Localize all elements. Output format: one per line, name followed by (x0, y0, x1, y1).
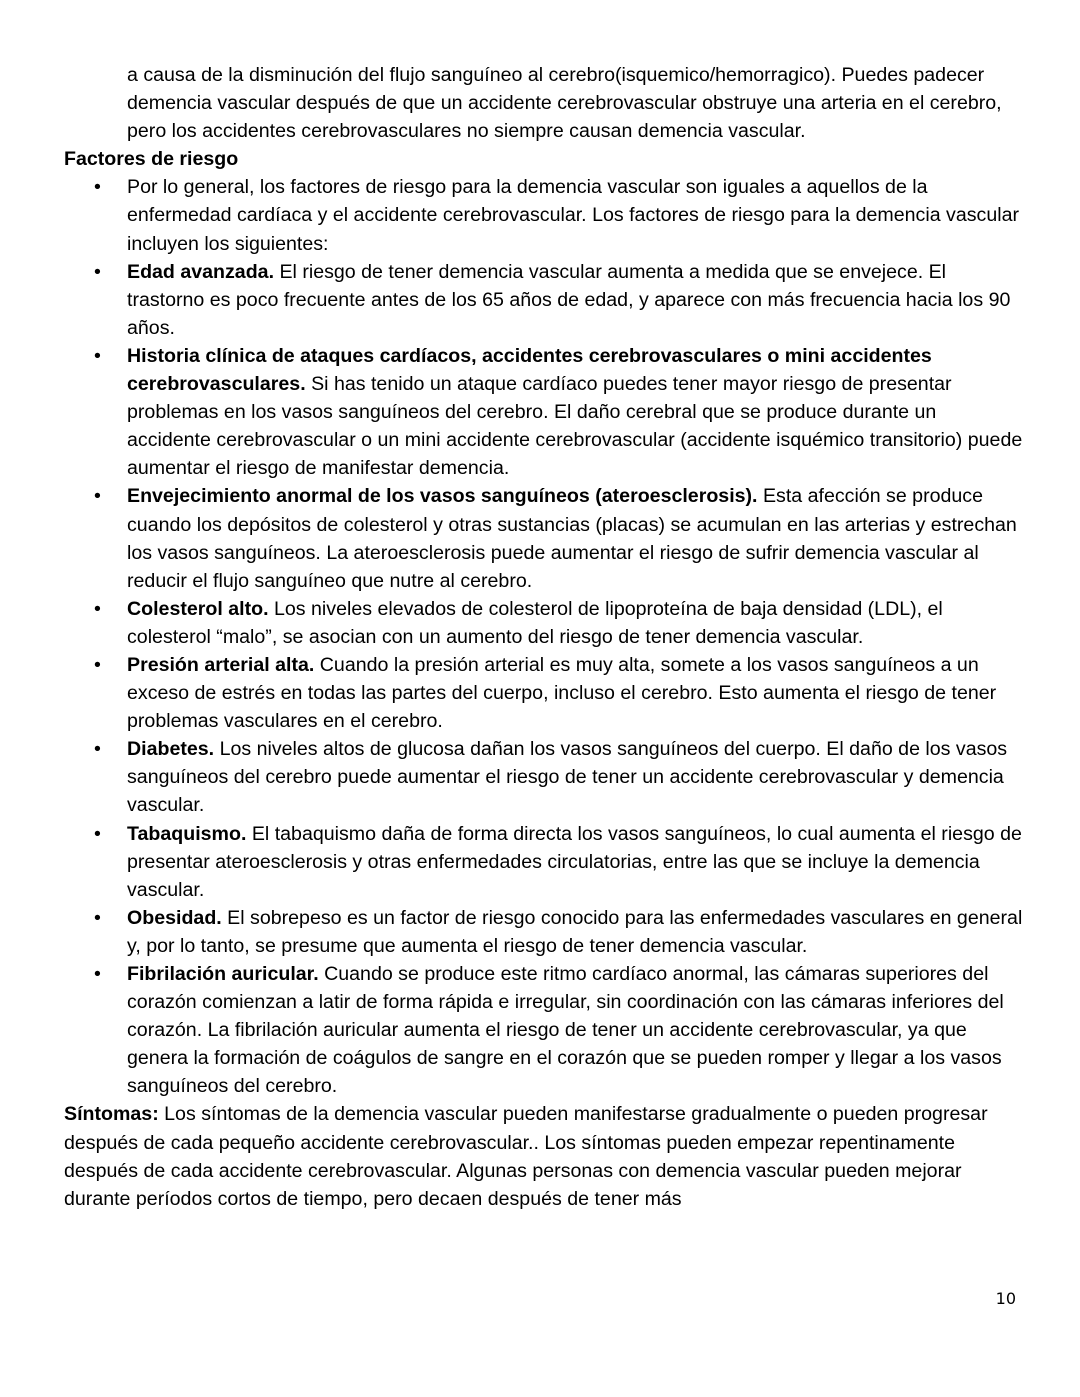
bullet-icon: • (94, 906, 101, 929)
page-number: 10 (995, 1289, 1016, 1308)
list-item (64, 258, 1024, 342)
list-item (64, 820, 1024, 904)
risk-factors-heading: Factores de riesgo (64, 148, 239, 171)
risk-factor-text: Si has tenido un ataque cardíaco puedes tener mayor riesgo de presentar problemas en los vasos sanguíneos del cerebro. El daño cerebral que se produce durante un accidente cerebrovascular o un mini accidente cerebrovascular (accidente isquémico transitorio) puede aumentar el riesgo de manifestar demencia. (127, 373, 1023, 480)
risk-factors-list (64, 173, 1024, 1100)
list-item (64, 904, 1024, 960)
bullet-icon: • (94, 344, 101, 367)
bullet-icon: • (94, 822, 101, 845)
risk-factor-text: El sobrepeso es un factor de riesgo conocido para las enfermedades vasculares en general y, por lo tanto, se presume que aumenta el riesgo de tener demencia vascular. (127, 906, 1023, 957)
risk-factor-term: Historia clínica de ataques cardíacos, accidentes cerebrovasculares o mini accidentes cerebrovasculares. (127, 344, 932, 396)
risk-factor-text: Los niveles altos de glucosa dañan los vasos sanguíneos del cuerpo. El daño de los vasos sanguíneos del cerebro puede aumentar el riesgo de tener un accidente cerebrovascular y demencia vascular. (127, 738, 1008, 817)
risk-factor-text: Cuando se produce este ritmo cardíaco anormal, las cámaras superiores del corazón comienzan a latir de forma rápida e irregular, sin coordinación con las cámaras inferiores del corazón. La fibrilación auricular aumenta el riesgo de tener un accidente cerebrovascular, ya que genera la formación de coágulos de sangre en el corazón que se pueden romper y llegar a los vasos sanguíneos del cerebro. (127, 963, 1004, 1098)
bullet-icon: • (94, 738, 101, 761)
list-item (64, 595, 1024, 651)
list-item (64, 173, 1024, 257)
page-content (64, 61, 1024, 1213)
list-item (64, 960, 1024, 1100)
bullet-icon: • (94, 176, 101, 199)
risk-factor-term: Colesterol alto. (127, 597, 269, 620)
risk-factor-text: Cuando la presión arterial es muy alta, somete a los vasos sanguíneos a un exceso de estrés en todas las partes del cuerpo, incluso el cerebro. Esto aumenta el riesgo de tener problemas vasculares en el cerebro. (127, 653, 997, 733)
list-item (64, 651, 1024, 735)
bullet-icon: • (94, 653, 101, 676)
list-item (64, 735, 1024, 819)
risk-factor-term: Obesidad. (127, 906, 222, 929)
bullet-icon: • (94, 260, 101, 283)
symptoms-label: Síntomas: (64, 1103, 159, 1126)
risk-factor-term: Presión arterial alta. (127, 653, 315, 676)
risk-factor-term: Edad avanzada. (127, 260, 275, 283)
risk-factor-text: Los niveles elevados de colesterol de lipoproteína de baja densidad (LDL), el colesterol “malo”, se asocian con un aumento del riesgo de tener demencia vascular. (127, 597, 943, 648)
risk-factor-text: El riesgo de tener demencia vascular aumenta a medida que se envejece. El trastorno es poco frecuente antes de los 65 años de edad, y aparece con más frecuencia hacia los 90 años. (127, 260, 1011, 339)
risk-factor-term: Tabaquismo. (127, 822, 247, 845)
intro-continuation: a causa de la disminución del flujo sanguíneo al cerebro(isquemico/hemorragico). Puedes padecer demencia vascular después de que un accidente cerebrovascular obstruye una arteria en el cerebro, pero los accidentes cerebrovasculares no siempre causan demencia vascular. (127, 64, 1002, 143)
symptoms-text: Los síntomas de la demencia vascular pueden manifestarse gradualmente o pueden progresar después de cada pequeño accidente cerebrovascular.. Los síntomas pueden empezar repentinamente después de cada accidente cerebrovascular. Algunas personas con demencia vascular pueden mejorar durante períodos cortos de tiempo, pero decaen después de tener más (64, 1103, 988, 1210)
bullet-icon: • (94, 597, 101, 620)
risk-factor-text: El tabaquismo daña de forma directa los vasos sanguíneos, lo cual aumenta el riesgo de presentar ateroesclerosis y otras enfermedades circulatorias, entre las que se incluye la demencia vascular. (127, 822, 1022, 901)
risk-factor-term: Envejecimiento anormal de los vasos sanguíneos (ateroesclerosis). (127, 485, 758, 508)
list-item (64, 342, 1024, 482)
risk-factor-text: Esta afección se produce cuando los depósitos de colesterol y otras sustancias (placas) se acumulan en las arterias y estrechan los vasos sanguíneos. La ateroesclerosis puede aumentar el riesgo de sufrir demencia vascular al reducir el flujo sanguíneo que nutre al cerebro. (127, 485, 1017, 592)
symptoms-paragraph (64, 1100, 1024, 1212)
risk-factor-text: Por lo general, los factores de riesgo para la demencia vascular son iguales a aquellos de la enfermedad cardíaca y el accidente cerebrovascular. Los factores de riesgo para la demencia vascular incluyen los siguientes: (127, 176, 1020, 255)
list-item (64, 482, 1024, 594)
bullet-icon: • (94, 963, 101, 985)
bullet-icon: • (94, 485, 101, 508)
risk-factor-term: Diabetes. (127, 738, 215, 761)
risk-factor-term: Fibrilación auricular. (127, 963, 319, 985)
